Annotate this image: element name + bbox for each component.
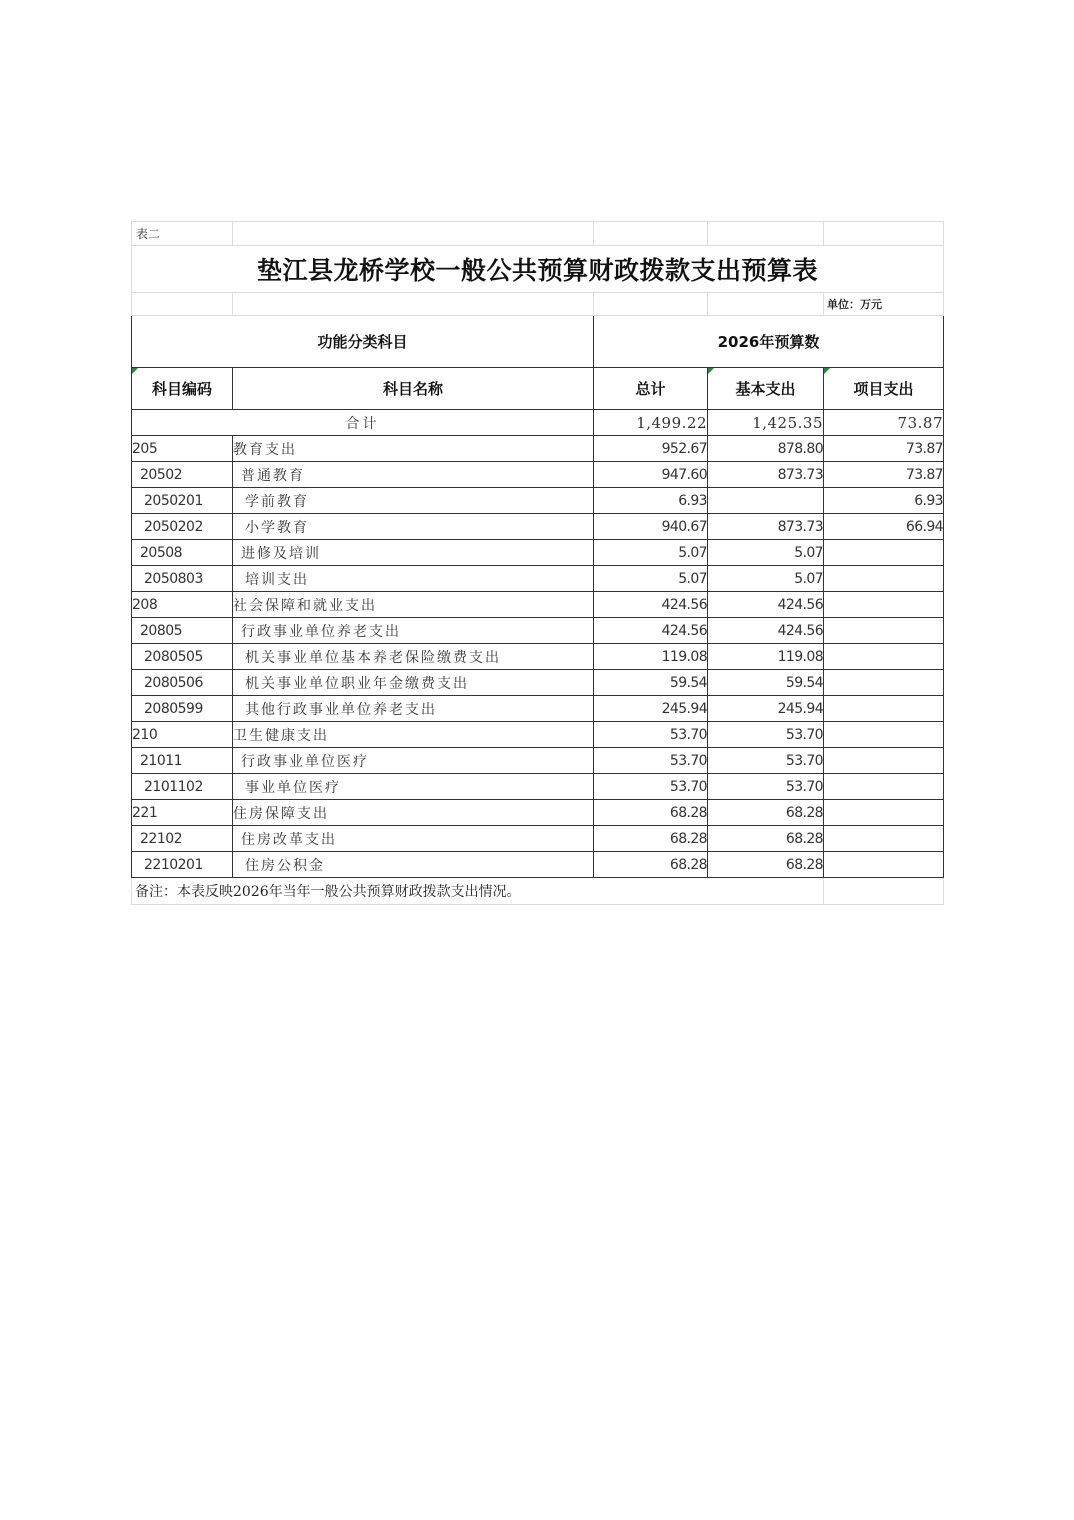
note-row [132,878,944,905]
table-row [132,748,944,774]
row-name: 普通教育 [233,462,594,488]
row-basic: 59.54 [708,670,824,696]
header-budget-year: 2026年预算数 [594,316,944,368]
row-project [824,644,944,670]
row-name: 机关事业单位基本养老保险缴费支出 [233,644,594,670]
row-basic: 424.56 [708,592,824,618]
row-name: 住房公积金 [233,852,594,878]
row-name: 机关事业单位职业年金缴费支出 [233,670,594,696]
row-project [824,618,944,644]
title-row [132,246,944,293]
total-label: 合计 [132,410,594,436]
row-total: 59.54 [594,670,708,696]
row-name: 进修及培训 [233,540,594,566]
unit-label: 单位：万元 [824,293,944,316]
row-name: 行政事业单位养老支出 [233,618,594,644]
row-basic: 5.07 [708,566,824,592]
header-name: 科目名称 [233,368,594,410]
row-project [824,774,944,800]
row-total: 68.28 [594,852,708,878]
row-total: 947.60 [594,462,708,488]
row-project [824,826,944,852]
row-code: 208 [132,592,233,618]
row-name: 行政事业单位医疗 [233,748,594,774]
row-project: 73.87 [824,462,944,488]
row-basic: 68.28 [708,852,824,878]
header-row-group [132,316,944,368]
row-code: 20502 [132,462,233,488]
table-row [132,696,944,722]
row-code: 210 [132,722,233,748]
row-total: 6.93 [594,488,708,514]
row-name: 学前教育 [233,488,594,514]
table-row [132,852,944,878]
row-code: 22102 [132,826,233,852]
row-project [824,800,944,826]
total-project: 73.87 [824,410,944,436]
row-basic: 873.73 [708,514,824,540]
table-label: 表二 [132,222,233,246]
row-total: 952.67 [594,436,708,462]
table-row [132,618,944,644]
row-code: 2080599 [132,696,233,722]
header-total: 总计 [594,368,708,410]
row-code: 221 [132,800,233,826]
row-name: 住房保障支出 [233,800,594,826]
row-basic: 68.28 [708,826,824,852]
table-row [132,592,944,618]
row-basic: 119.08 [708,644,824,670]
row-code: 205 [132,436,233,462]
row-name: 社会保障和就业支出 [233,592,594,618]
row-project [824,592,944,618]
table-row [132,800,944,826]
row-project [824,566,944,592]
table-row [132,436,944,462]
row-project [824,696,944,722]
table-row [132,644,944,670]
footnote: 备注：本表反映2026年当年一般公共预算财政拨款支出情况。 [132,878,824,905]
row-project: 6.93 [824,488,944,514]
row-code: 2210201 [132,852,233,878]
row-total: 245.94 [594,696,708,722]
row-code: 2050201 [132,488,233,514]
header-basic: 基本支出 [708,368,824,410]
label-row [132,222,944,246]
row-basic: 424.56 [708,618,824,644]
row-basic: 53.70 [708,722,824,748]
row-code: 2101102 [132,774,233,800]
row-basic: 878.80 [708,436,824,462]
row-total: 424.56 [594,592,708,618]
table-row [132,514,944,540]
row-name: 小学教育 [233,514,594,540]
row-basic: 245.94 [708,696,824,722]
row-code: 2050803 [132,566,233,592]
row-total: 5.07 [594,540,708,566]
row-basic [708,488,824,514]
row-project [824,540,944,566]
table-row [132,540,944,566]
row-total: 53.70 [594,748,708,774]
row-total: 424.56 [594,618,708,644]
row-project [824,852,944,878]
page-title: 垫江县龙桥学校一般公共预算财政拨款支出预算表 [132,246,944,293]
row-code: 20805 [132,618,233,644]
row-project [824,748,944,774]
row-basic: 53.70 [708,774,824,800]
row-total: 53.70 [594,722,708,748]
header-project: 项目支出 [824,368,944,410]
row-project [824,670,944,696]
unit-row [132,293,944,316]
row-total: 940.67 [594,514,708,540]
table-row [132,462,944,488]
row-basic: 53.70 [708,748,824,774]
header-code: 科目编码 [132,368,233,410]
total-basic: 1,425.35 [708,410,824,436]
table-row [132,488,944,514]
table-row [132,722,944,748]
table-row [132,566,944,592]
row-name: 教育支出 [233,436,594,462]
table-row [132,826,944,852]
row-total: 119.08 [594,644,708,670]
header-row-columns [132,368,944,410]
total-amount: 1,499.22 [594,410,708,436]
table-row [132,774,944,800]
row-code: 20508 [132,540,233,566]
row-total: 53.70 [594,774,708,800]
header-function-classification: 功能分类科目 [132,316,594,368]
row-total: 68.28 [594,800,708,826]
table-row [132,670,944,696]
row-basic: 873.73 [708,462,824,488]
row-basic: 68.28 [708,800,824,826]
row-project [824,722,944,748]
row-code: 2080506 [132,670,233,696]
row-basic: 5.07 [708,540,824,566]
row-project: 66.94 [824,514,944,540]
total-row [132,410,944,436]
row-code: 2080505 [132,644,233,670]
row-code: 2050202 [132,514,233,540]
row-project: 73.87 [824,436,944,462]
row-total: 5.07 [594,566,708,592]
row-total: 68.28 [594,826,708,852]
row-name: 其他行政事业单位养老支出 [233,696,594,722]
row-name: 培训支出 [233,566,594,592]
budget-table [131,221,944,905]
row-name: 住房改革支出 [233,826,594,852]
row-name: 卫生健康支出 [233,722,594,748]
row-code: 21011 [132,748,233,774]
row-name: 事业单位医疗 [233,774,594,800]
